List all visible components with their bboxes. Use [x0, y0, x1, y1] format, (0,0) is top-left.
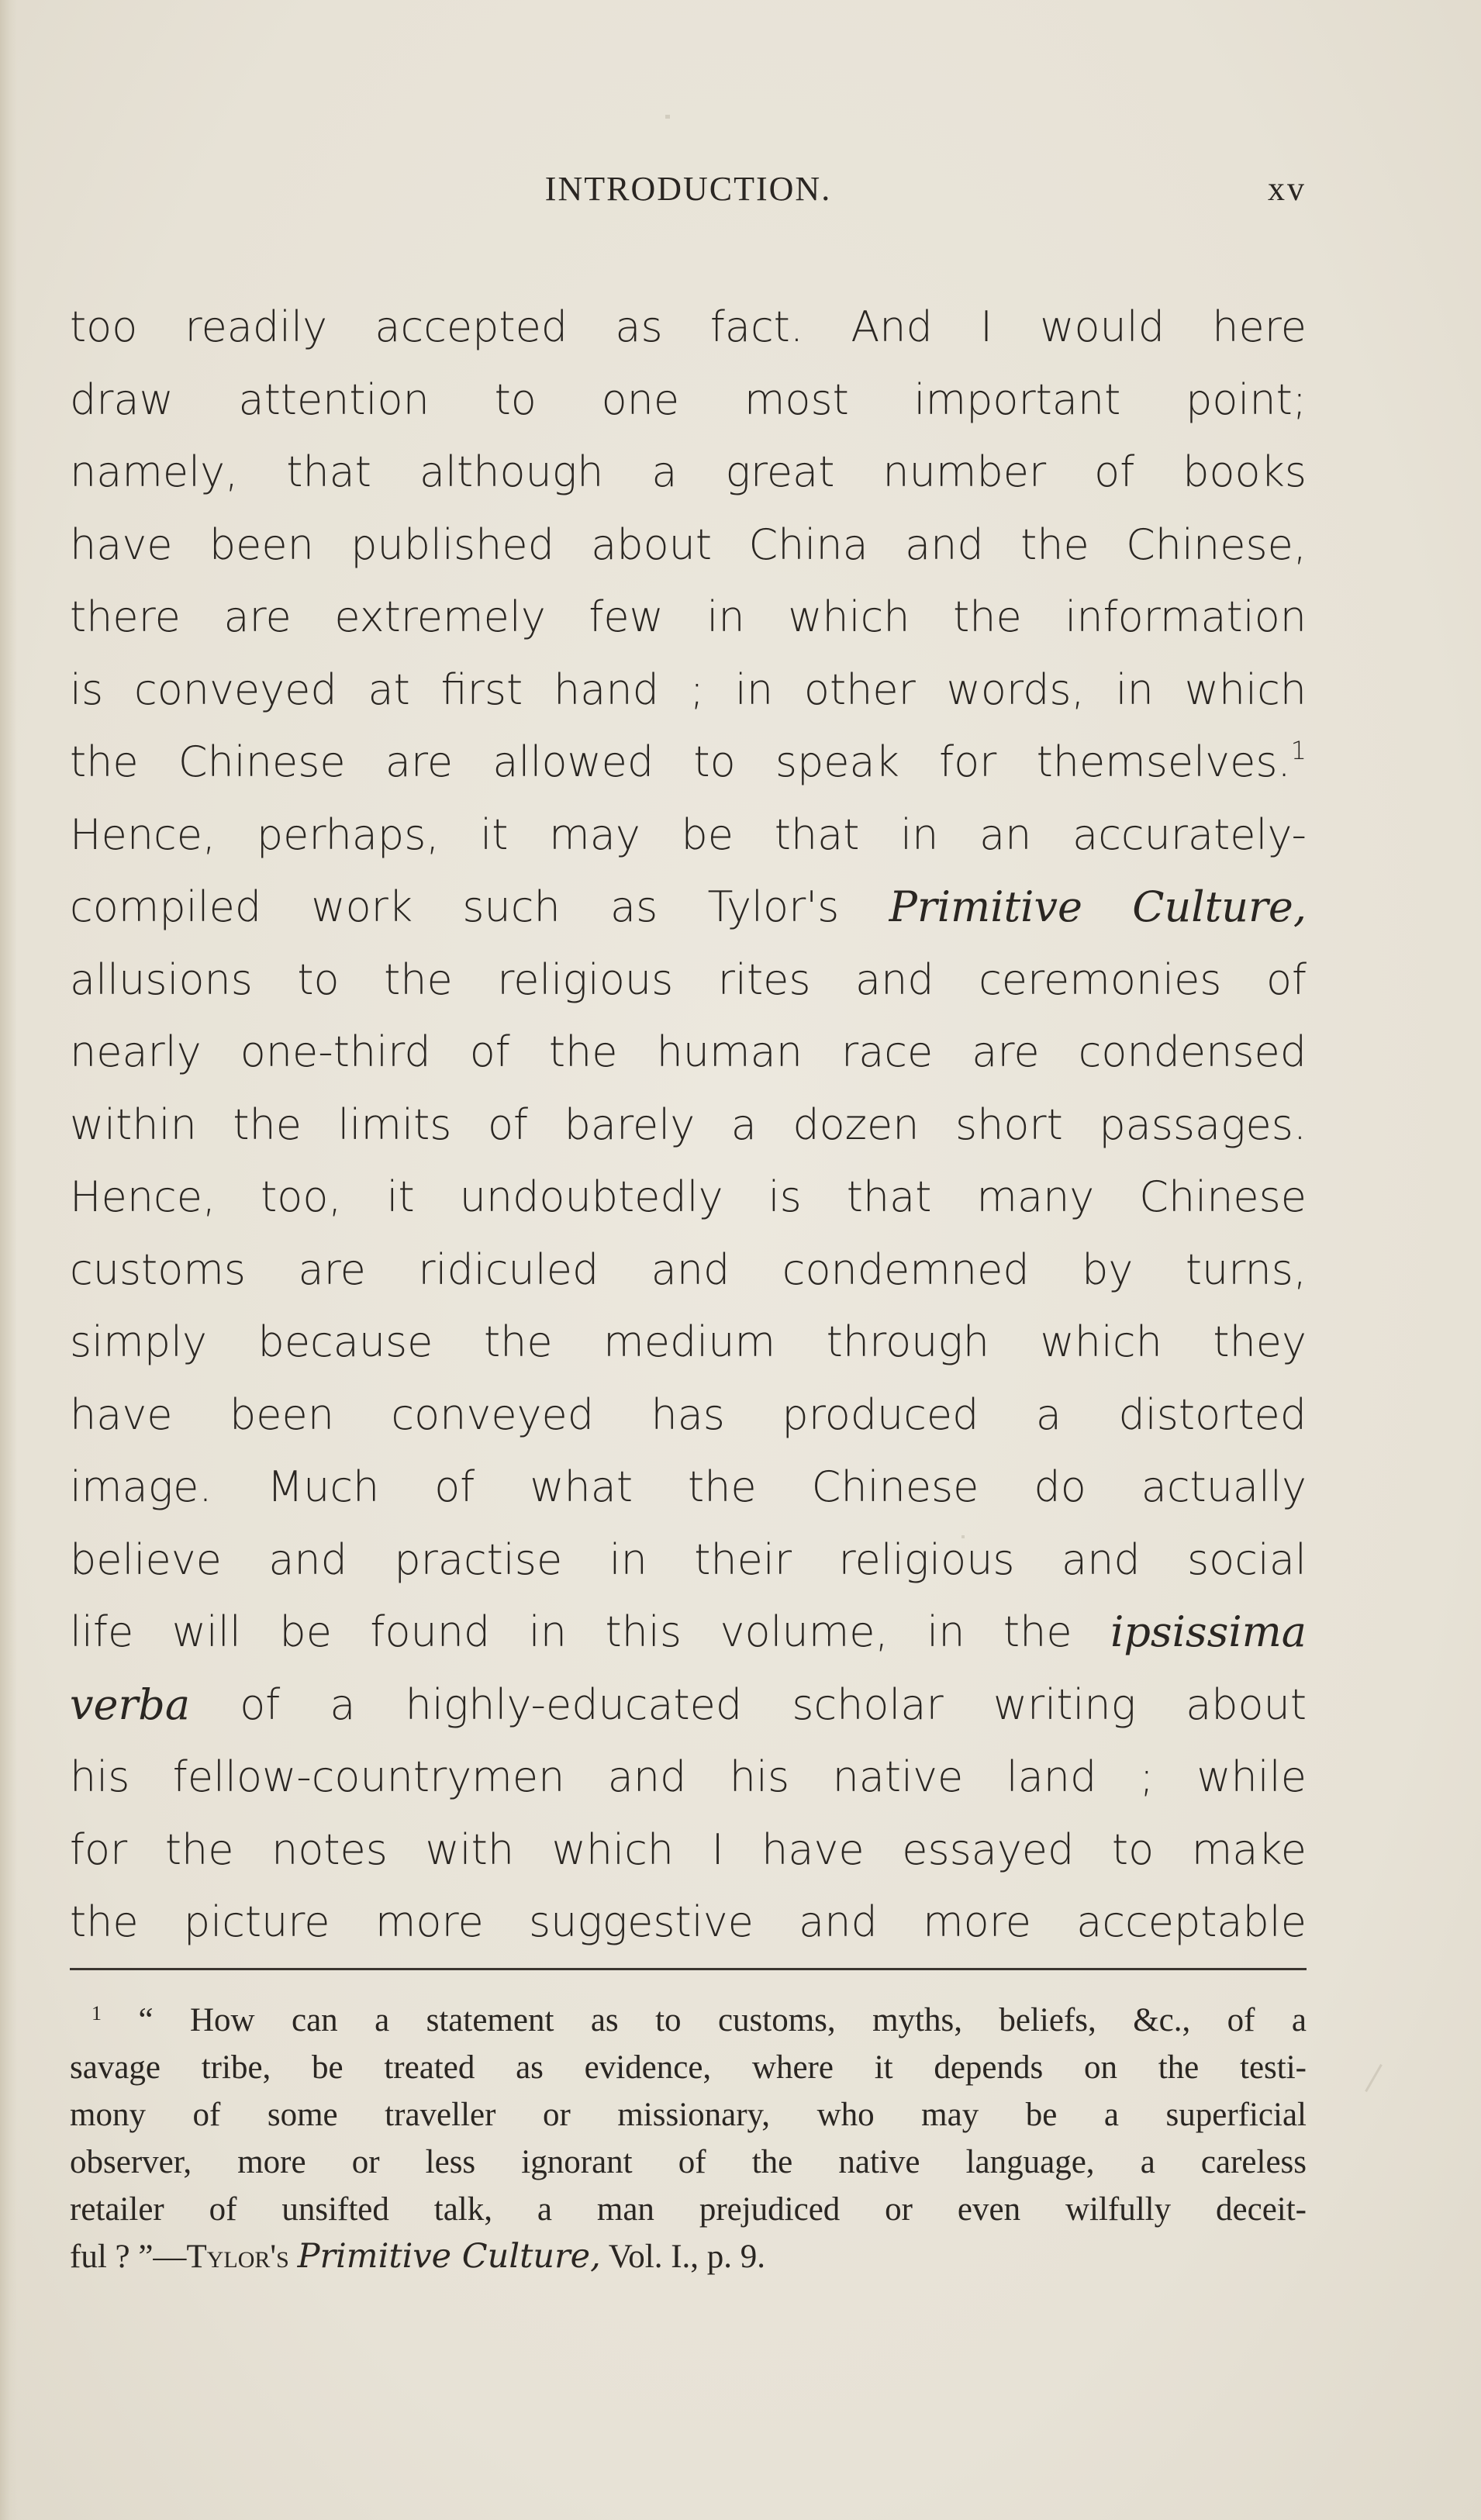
text-line: Hence, too, it undoubtedly is that many Chinese [70, 1172, 1307, 1221]
text-line [70, 1596, 1307, 1669]
text-line: draw attention to one most important point; [70, 375, 1307, 424]
text-line: have been conveyed has produced a distorted [70, 1389, 1307, 1439]
text-line: is conveyed at first hand ; in other words, in which [70, 665, 1307, 714]
text-line: customs are ridiculed and condemned by turns, [70, 1244, 1307, 1294]
page-number: xv [1268, 170, 1307, 208]
footnote-marker: 1 [91, 2002, 102, 2025]
text-segment: ful ? ”— [70, 2239, 187, 2275]
text-segment: the Chinese are allowed to speak for themselves. [70, 737, 1291, 786]
text-segment: life will be found in this volume, in the [70, 1607, 1072, 1656]
text-line: believe and practise in their religious and social [70, 1534, 1307, 1584]
text-line [70, 871, 1307, 944]
text-segment: compiled work such as Tylor's [70, 882, 840, 931]
text-line: namely, that although a great number of books [70, 447, 1307, 496]
text-line: Hence, perhaps, it may be that in an accurately- [70, 810, 1307, 859]
text-segment: “ How can a statement as to customs, myths, beliefs, &c., of a [138, 2002, 1307, 2038]
cited-author: Tylor's [186, 2239, 289, 2275]
main-text [70, 291, 1307, 1959]
citation-location: Vol. I., p. 9. [600, 2239, 766, 2275]
footnote-line [70, 1997, 1307, 2044]
book-title: Primitive Culture, [889, 882, 1307, 931]
text-line: there are extremely few in which the information [70, 592, 1307, 641]
text-line: too readily accepted as fact. And I would here [70, 302, 1307, 351]
footnote-line: observer, more or less ignorant of the native language, a careless [70, 2144, 1307, 2180]
text-line: allusions to the religious rites and ceremonies of [70, 954, 1307, 1004]
text-line [70, 726, 1307, 799]
text-line: nearly one-third of the human race are condensed [70, 1027, 1307, 1076]
latin-phrase: verba [70, 1679, 191, 1729]
text-line: simply because the medium through which they [70, 1317, 1307, 1366]
text-line: for the notes with which I have essayed to make [70, 1824, 1307, 1874]
text-line: the picture more suggestive and more acceptable [70, 1897, 1307, 1946]
cited-title: Primitive Culture, [297, 2237, 601, 2276]
text-line: have been published about China and the Chinese, [70, 520, 1307, 569]
footnote-line: mony of some traveller or missionary, who may be a superficial [70, 2097, 1307, 2133]
text-line: image. Much of what the Chinese do actually [70, 1462, 1307, 1511]
footnote-line: savage tribe, be treated as evidence, where it depends on the testi- [70, 2049, 1307, 2086]
running-title: INTRODUCTION. [544, 170, 832, 208]
text-segment: of a highly-educated scholar writing about [240, 1679, 1307, 1729]
latin-phrase: ipsissima [1110, 1607, 1307, 1656]
footnote [70, 1997, 1307, 2280]
footnote-line: retailer of unsifted talk, a man prejudiced or even wilfully deceit- [70, 2191, 1307, 2228]
paper-speck [1365, 2064, 1383, 2092]
text-line: within the limits of barely a dozen short passages. [70, 1099, 1307, 1149]
paper-speck [665, 115, 670, 119]
footnote-line [70, 2233, 1307, 2280]
text-line [70, 1669, 1307, 1742]
running-head [70, 169, 1307, 216]
footnote-rule [70, 1968, 1307, 1970]
footnote-reference[interactable]: 1 [1290, 736, 1307, 765]
text-line: his fellow-countrymen and his native land ; while [70, 1752, 1307, 1801]
binding-shadow [0, 0, 17, 2520]
